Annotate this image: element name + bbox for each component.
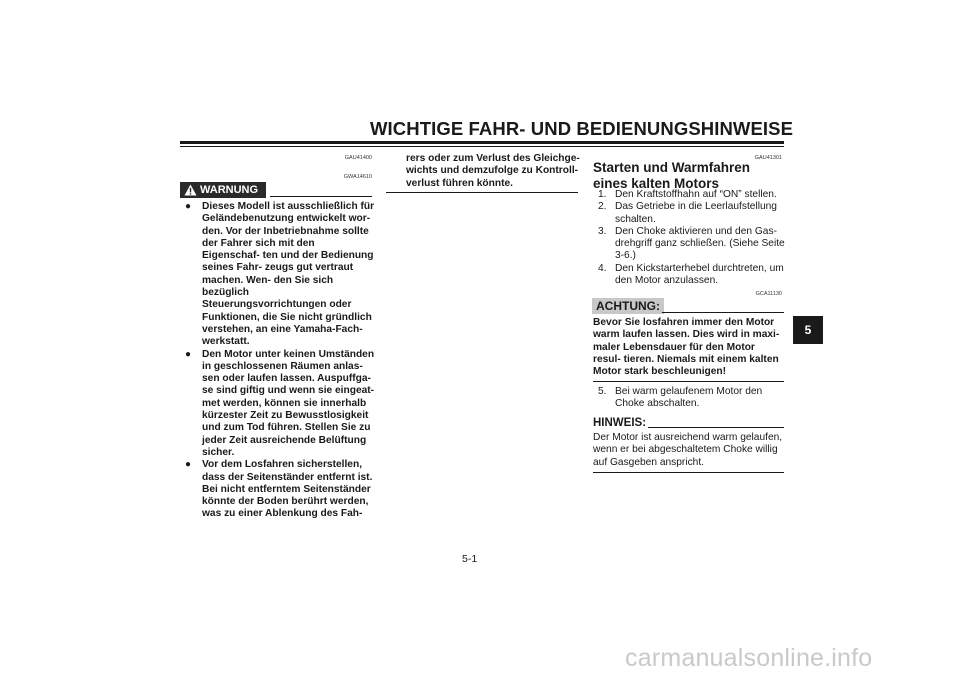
- section-title: Starten und Warmfahren eines kalten Motors: [593, 160, 751, 191]
- chapter-tab: 5: [793, 316, 823, 344]
- steps-list: [598, 189, 788, 287]
- watermark: carmanualsonline.info: [625, 644, 873, 672]
- code-warning-box: GWA14610: [343, 174, 372, 180]
- caution-header-rule: [662, 312, 784, 313]
- bullet-dot-icon: ●: [185, 348, 192, 360]
- warning-bullet: ● Vor dem Losfahren sicherstellen, dass der Seitenständer entfernt ist. Bei nicht entferntem Seitenständer könnte der Boden berührt werden, was zu einer Ablenkung des Fah-: [185, 459, 373, 520]
- bullet-dot-icon: ●: [185, 201, 192, 212]
- caution-end-rule: [593, 381, 784, 382]
- step-item: 2. Das Getriebe in die Leerlaufstellung schalten.: [598, 201, 777, 225]
- warning-bullet: ● Dieses Modell ist ausschließlich für Geländebenutzung entwickelt wor- den. Vor der Inbetriebnahme sollte der Fahrer sich mit den Eigenschaf- ten und der Bedienung seines Fahr- zeugs gut vertraut machen. Wen- den Sie sich bezüglich Steuerungsvorrichtungen oder Funktionen, die Sie nicht gründlich verstehen, an eine Yamaha-Fach- werkstatt.: [185, 201, 375, 348]
- step-item: 4. Den Kickstarterhebel durchtreten, um den Motor anzulassen.: [598, 262, 784, 287]
- warning-header-rule: [270, 196, 372, 197]
- warning-bullet: ● Den Motor unter keinen Umständen in geschlossenen Räumen anlas- sen oder laufen lassen. Auspuffga- se sind giftig und wenn sie eingeat- met werden, können sie innerhalb kürzester Zeit zu Bewusstlosigkeit und zum Tod führen. Stellen Sie zu jeder Zeit ausreichende Belüftung sicher.: [185, 348, 375, 458]
- hint-header-rule: [648, 427, 784, 428]
- step-item: 5. Bei warm gelaufenem Motor den Choke abschalten.: [598, 386, 763, 410]
- caution-badge: ACHTUNG:: [592, 298, 664, 314]
- warning-triangle-icon: [184, 184, 197, 196]
- page-title: WICHTIGE FAHR- UND BEDIENUNGSHINWEISE: [370, 118, 794, 139]
- page-number: 5-1: [462, 553, 478, 565]
- hint-end-rule: [593, 472, 784, 473]
- warning-continuation: rers oder zum Verlust des Gleichge- wichts und demzufolge zu Kontroll- verlust führen könnte.: [406, 153, 580, 189]
- title-rule-thick: [180, 141, 784, 144]
- hint-text: Der Motor ist ausreichend warm gelaufen, wenn er bei abgeschaltetem Choke willig auf Gasgeben anspricht.: [593, 432, 783, 468]
- warning-bullets: [185, 201, 375, 521]
- bullet-dot-icon: ●: [185, 459, 192, 471]
- warning-label: WARNUNG: [200, 184, 259, 196]
- warning-badge: [180, 182, 266, 198]
- code-warning-section: GAU41400: [344, 155, 372, 161]
- step-item: 3. Den Choke aktivieren und den Gas- drehgriff ganz schließen. (Siehe Seite 3-6.): [598, 225, 785, 262]
- step-item: 1. Den Kraftstoffhahn auf “ON” stellen.: [598, 189, 777, 200]
- warning-end-rule: [386, 192, 578, 193]
- warning-header: [180, 182, 372, 198]
- steps-list-continued: [598, 386, 788, 411]
- title-rule-thin: [180, 146, 784, 147]
- caution-text: Bevor Sie losfahren immer den Motor warm laufen lassen. Dies wird in maxi- maler Lebensdauer für den Motor resul- tieren. Niemals mit einem kalten Motor stark beschleunigen!: [593, 317, 780, 378]
- code-start-section: GAU41301: [754, 155, 782, 161]
- code-caution-box: GCA11130: [755, 291, 782, 297]
- hint-label: HINWEIS:: [593, 417, 647, 429]
